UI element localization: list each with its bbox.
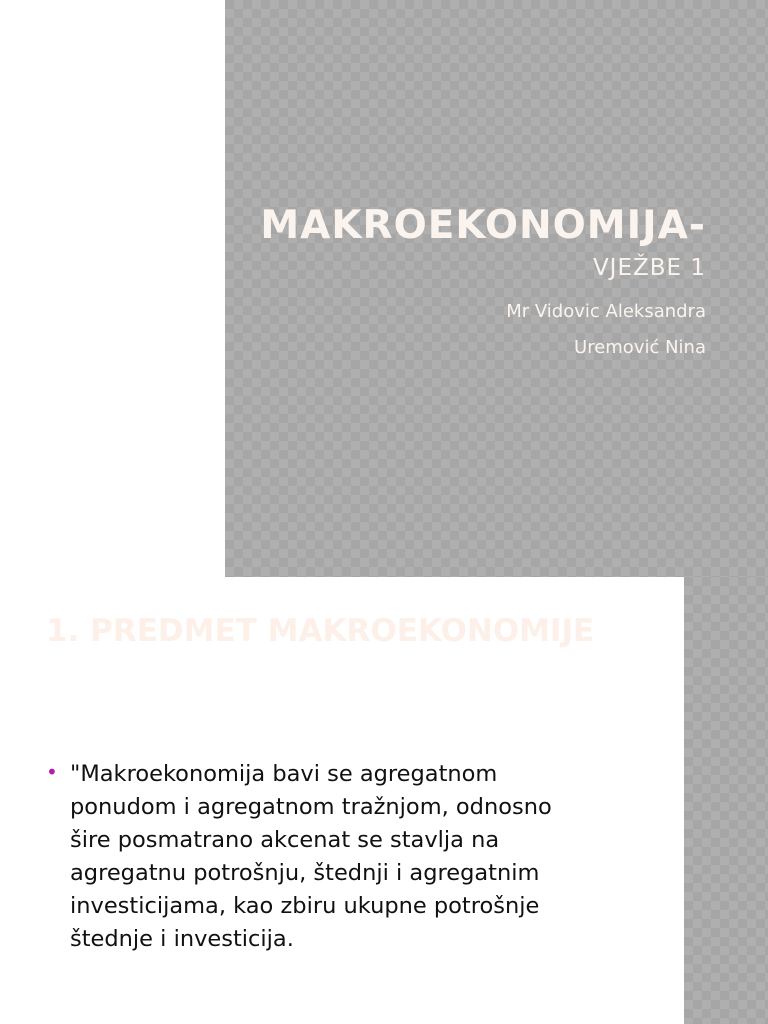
bullet-line: agregatnu potrošnju, štednji i agregatnim (70, 860, 540, 886)
author-name: Uremović Nina (574, 337, 706, 358)
bullet-line: "Makroekonomija bavi se agregatnom (70, 761, 498, 787)
bullet-line: šire posmatrano akcenat se stavlja na (70, 827, 500, 853)
bullet-icon: • (46, 760, 58, 784)
slide-title: MAKROEKONOMIJA- (260, 203, 706, 248)
bullet-text (70, 758, 646, 956)
section-title: 1. PREDMET MAKROEKONOMIJE (46, 613, 595, 649)
author-name: Mr Vidovic Aleksandra (506, 301, 706, 322)
bullet-line: investicijama, kao zbiru ukupne potrošnje (70, 893, 540, 919)
bullet-item (46, 758, 646, 956)
bullet-line: ponudom i agregatnom tražnjom, odnosno (70, 794, 552, 820)
bullet-line: štednje i investicija. (70, 926, 294, 952)
patterned-panel (684, 577, 768, 1024)
slide-subtitle: VJEŽBE 1 (592, 255, 706, 281)
patterned-panel (225, 0, 768, 577)
content-slide (0, 577, 768, 1024)
